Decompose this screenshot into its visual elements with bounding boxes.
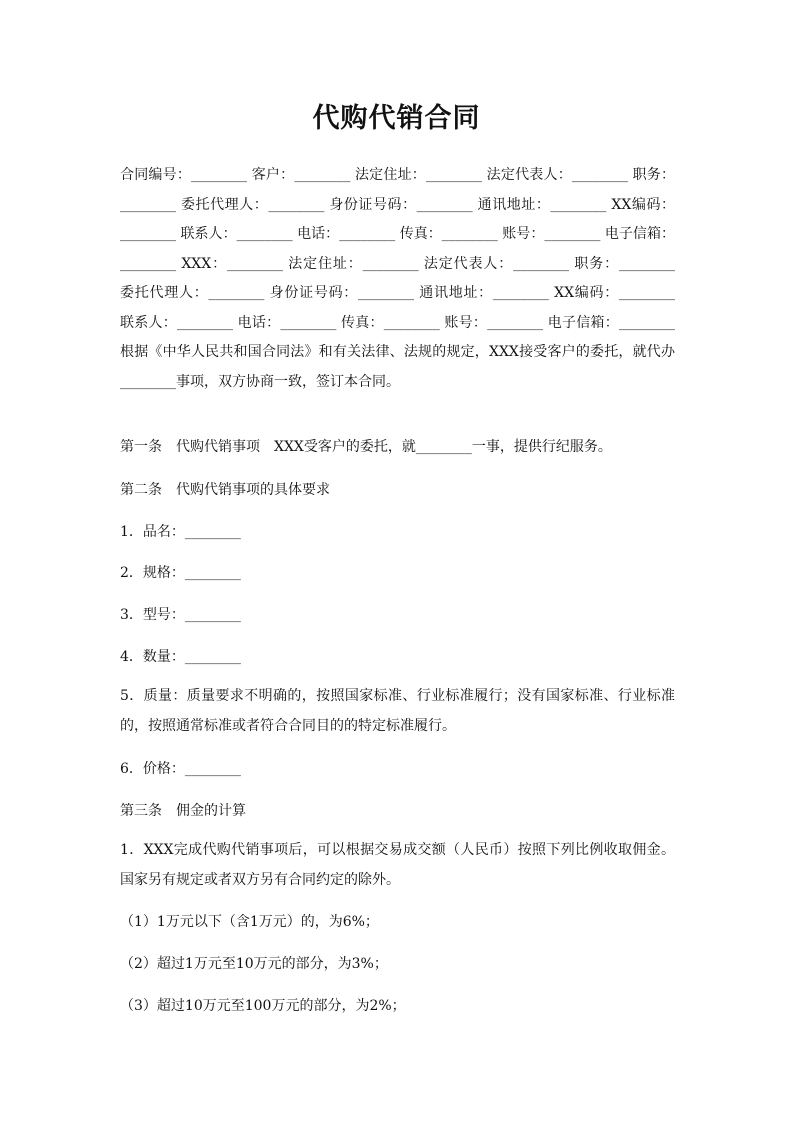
commission-rate-3: （3）超过10万元至100万元的部分，为2%； — [120, 998, 406, 1014]
article-3-heading: 第三条 佣金的计算 — [120, 803, 246, 819]
item-specification: 2．规格：________ — [120, 565, 241, 581]
item-quality: 5．质量：质量要求不明确的，按照国家标准、行业标准履行；没有国家标准、行业标准的，按照通常标准或者符合合同目的的特定标准履行。 — [120, 688, 675, 734]
item-model: 3．型号：________ — [120, 607, 241, 623]
document-title: 代购代销合同 — [312, 103, 481, 134]
commission-rate-2: （2）超过1万元至10万元的部分，为3%； — [120, 956, 388, 972]
article-1: 第一条 代购代销事项 XXX受客户的委托，就________一事，提供行纪服务。 — [120, 439, 612, 455]
item-product-name: 1．品名：________ — [120, 524, 241, 540]
commission-paragraph: 1．XXX完成代购代销事项后，可以根据交易成交额（人民币）按照下列比例收取佣金。国家另有规定或者双方另有合同约定的除外。 — [120, 842, 675, 888]
contract-intro-paragraph: 合同编号：________ 客户：________ 法定住址：________ 法定代表人：________ 职务：________ 委托代理人：________ 身份证号码：________ 通讯地址：________ XX编码：________ 联系人：________ 电话：________ 传真：________ 账号：________ 电子信箱：________ XXX：________ 法定住址：________ 法定代表人：________ 职务：________ 委托代理人：________ 身份证号码：________ 通讯地址：________ XX编码：________ 联系人：________ 电话：________ 传真：________ 账号：________ 电子信箱：________ 根据《中华人民共和国合同法》和有关法律、法规的规定，XXX接受客户的委托，就代办________事项，双方协商一致，签订本合同。 — [120, 167, 675, 390]
item-price: 6．价格：________ — [120, 761, 241, 777]
commission-rate-1: （1）1万元以下（含1万元）的，为6%； — [120, 914, 379, 930]
item-quantity: 4．数量：________ — [120, 649, 241, 665]
article-2-heading: 第二条 代购代销事项的具体要求 — [120, 482, 330, 498]
